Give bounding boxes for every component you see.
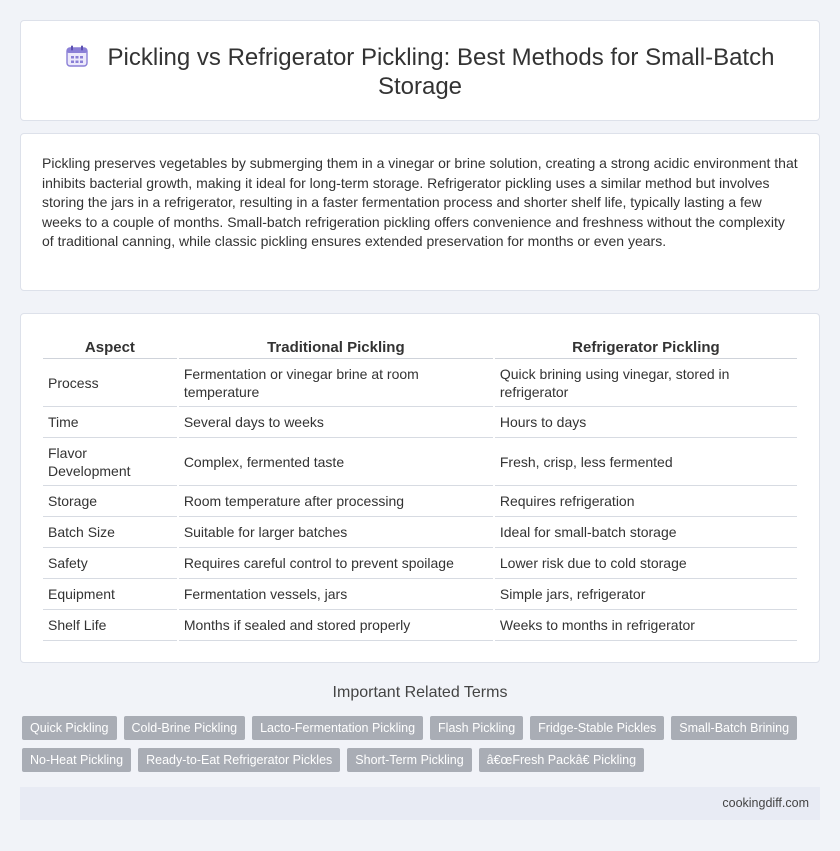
table-row xyxy=(43,438,797,486)
table-cell-aspect: Batch Size xyxy=(43,517,177,548)
table-cell-refrigerator: Fresh, crisp, less fermented xyxy=(495,438,797,486)
table-cell-traditional: Complex, fermented taste xyxy=(179,438,493,486)
table-row xyxy=(43,579,797,610)
intro-paragraph: Pickling preserves vegetables by submerging them in a vinegar or brine solution, creating a strong acidic environment that inhibits bacterial growth, making it ideal for long-term storage. Refrigerator pickling uses a similar method but involves storing the jars in a refrigerator, resulting in a faster fermentation process and shorter shelf life, typically lasting a few weeks to a couple of months. Small-batch refrigeration pickling offers convenience and freshness without the complexity of traditional canning, while classic pickling ensures extended preservation for months or even years. xyxy=(42,155,798,249)
table-row xyxy=(43,610,797,641)
table-cell-aspect: Process xyxy=(43,359,177,407)
tag-small-batch-brining[interactable]: Small-Batch Brining xyxy=(671,716,797,740)
table-row xyxy=(43,548,797,579)
table-header-row xyxy=(43,333,797,359)
table-cell-aspect: Flavor Development xyxy=(43,438,177,486)
page-title-wrap xyxy=(21,43,819,101)
table-cell-traditional: Several days to weeks xyxy=(179,407,493,438)
table-cell-traditional: Months if sealed and stored properly xyxy=(179,610,493,641)
page-title: Pickling vs Refrigerator Pickling: Best Methods for Small-Batch Storage xyxy=(107,44,775,100)
tag-no-heat-pickling[interactable]: No-Heat Pickling xyxy=(22,748,131,772)
table-cell-refrigerator: Lower risk due to cold storage xyxy=(495,548,797,579)
tag-fresh-pack-pickling[interactable]: â€œFresh Packâ€ Pickling xyxy=(479,748,644,772)
table-cell-refrigerator: Hours to days xyxy=(495,407,797,438)
comparison-table-card xyxy=(20,313,820,663)
footer xyxy=(20,787,820,820)
table-cell-traditional: Fermentation or vinegar brine at room temperature xyxy=(179,359,493,407)
related-terms-heading: Important Related Terms xyxy=(332,684,508,701)
table-cell-refrigerator: Requires refrigeration xyxy=(495,486,797,517)
table-row xyxy=(43,517,797,548)
tag-short-term-pickling[interactable]: Short-Term Pickling xyxy=(347,748,471,772)
table-cell-aspect: Equipment xyxy=(43,579,177,610)
tag-flash-pickling[interactable]: Flash Pickling xyxy=(430,716,523,740)
header-card xyxy=(20,20,820,121)
table-cell-refrigerator: Weeks to months in refrigerator xyxy=(495,610,797,641)
table-cell-traditional: Requires careful control to prevent spoilage xyxy=(179,548,493,579)
tag-fridge-stable-pickles[interactable]: Fridge-Stable Pickles xyxy=(530,716,664,740)
table-cell-aspect: Storage xyxy=(43,486,177,517)
footer-site-link[interactable]: cookingdiff.com xyxy=(722,796,809,810)
table-cell-aspect: Time xyxy=(43,407,177,438)
intro-card xyxy=(20,133,820,291)
table-row xyxy=(43,486,797,517)
column-header-traditional: Traditional Pickling xyxy=(179,333,493,359)
table-cell-traditional: Fermentation vessels, jars xyxy=(179,579,493,610)
table-cell-traditional: Room temperature after processing xyxy=(179,486,493,517)
tag-quick-pickling[interactable]: Quick Pickling xyxy=(22,716,117,740)
calendar-icon xyxy=(66,45,88,67)
table-cell-traditional: Suitable for larger batches xyxy=(179,517,493,548)
tag-lacto-fermentation-pickling[interactable]: Lacto-Fermentation Pickling xyxy=(252,716,423,740)
tag-ready-to-eat-refrigerator-pickles[interactable]: Ready-to-Eat Refrigerator Pickles xyxy=(138,748,340,772)
table-cell-aspect: Shelf Life xyxy=(43,610,177,641)
column-header-aspect: Aspect xyxy=(43,333,177,359)
related-terms-tags xyxy=(22,716,802,772)
table-cell-refrigerator: Quick brining using vinegar, stored in refrigerator xyxy=(495,359,797,407)
column-header-refrigerator: Refrigerator Pickling xyxy=(495,333,797,359)
table-cell-aspect: Safety xyxy=(43,548,177,579)
table-cell-refrigerator: Ideal for small-batch storage xyxy=(495,517,797,548)
table-cell-refrigerator: Simple jars, refrigerator xyxy=(495,579,797,610)
table-row xyxy=(43,359,797,407)
tag-cold-brine-pickling[interactable]: Cold-Brine Pickling xyxy=(124,716,246,740)
comparison-table xyxy=(41,333,799,641)
table-row xyxy=(43,407,797,438)
